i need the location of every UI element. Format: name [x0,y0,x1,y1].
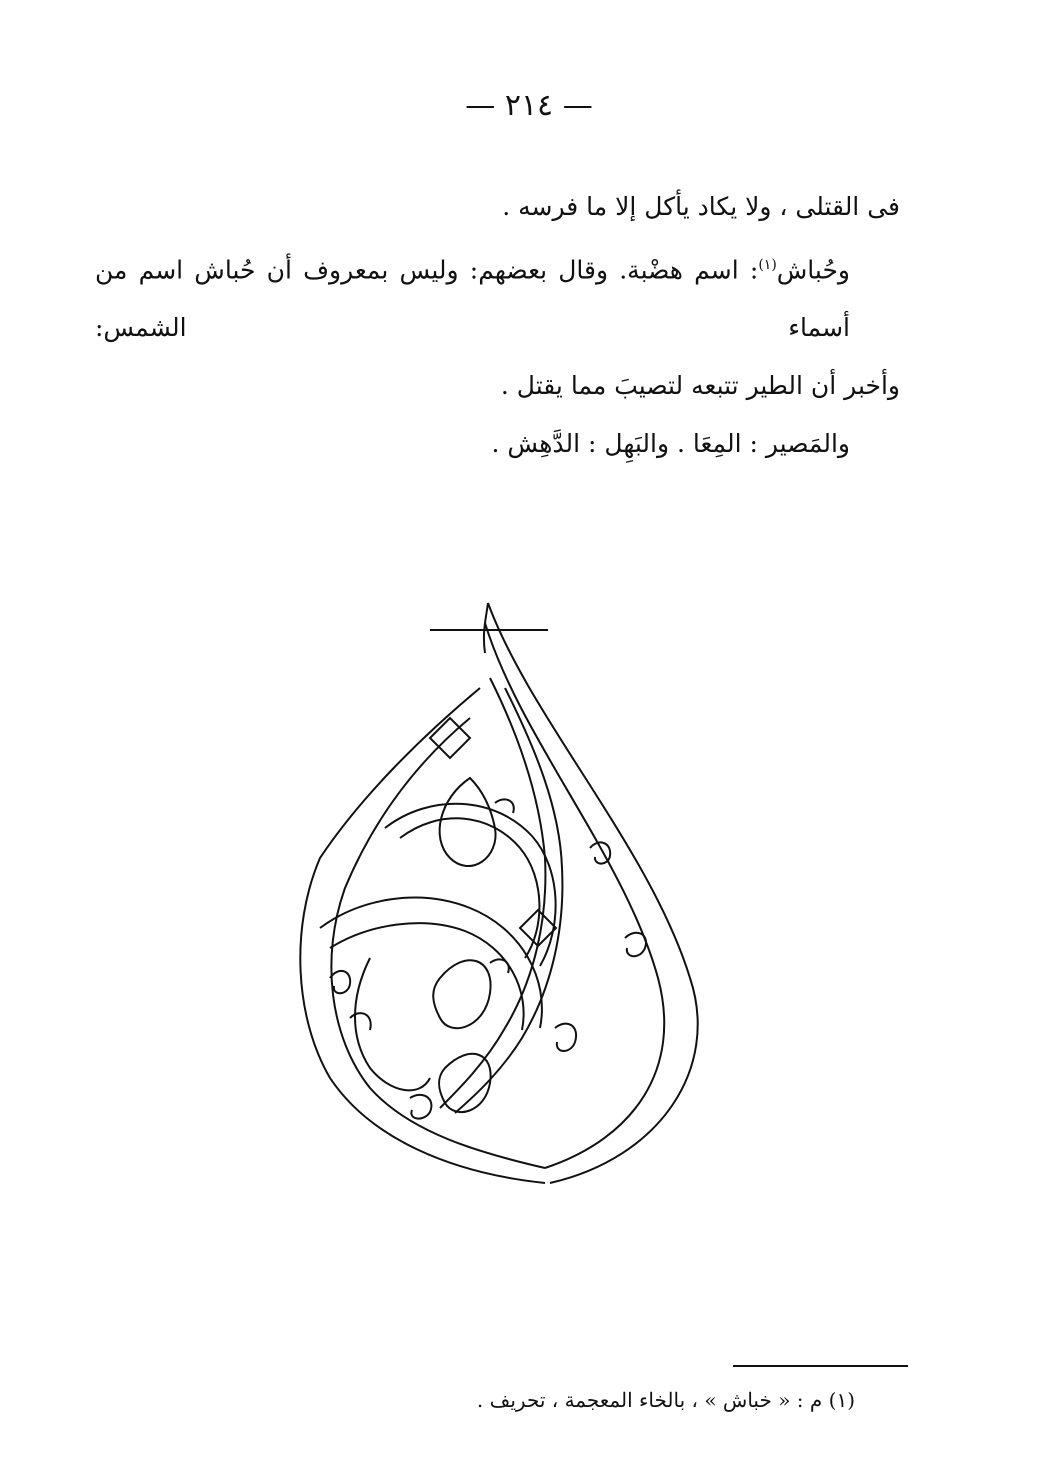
ornament-curl-4 [495,799,514,813]
ornament-curl-8 [410,1095,431,1119]
text-line-2-word: وحُباش [776,255,850,285]
ornament-stroke-5 [400,818,539,958]
text-line-4: والمَصير : المِعَا . والبَهِل : الدَّهِش . [491,429,850,459]
ornament-curl-5 [490,959,509,973]
calligraphy-ornament [290,598,720,1188]
ornament-stroke-2 [455,688,562,1113]
page-number: — ٢١٤ — [465,88,593,123]
text-line-2-rest: : اسم هضْبة. وقال بعضهم: وليس بمعروف أن حُباش اسم من أسماء الشمس: [95,255,850,343]
ornament-curl-7 [350,1013,371,1030]
footnote: (١) م : « خباش » ، بالخاء المعجمة ، تحريف . [476,1388,855,1412]
ornament-inner-left [331,718,545,1168]
ornament-outer-right [488,603,698,1183]
footnote-reference: (١) [758,257,777,273]
body-text [95,178,900,473]
ornament-inner-right [485,623,664,1168]
footnote-divider [733,1365,908,1367]
text-line-2 [95,236,900,357]
ornament-stroke-3 [320,898,542,1028]
ornament-curl-6 [555,1024,576,1051]
ornament-stroke-6 [385,804,556,966]
text-line-3: وأخبر أن الطير تتبعه لتصيبَ مما يقتل . [500,371,900,401]
ornament-loop-3 [355,958,430,1090]
text-line-1: فى القتلى ، ولا يكاد يأكل إلا ما فرسه . [502,192,900,221]
ornament-loop-4 [440,778,496,866]
ornament-loop-1 [433,960,490,1028]
